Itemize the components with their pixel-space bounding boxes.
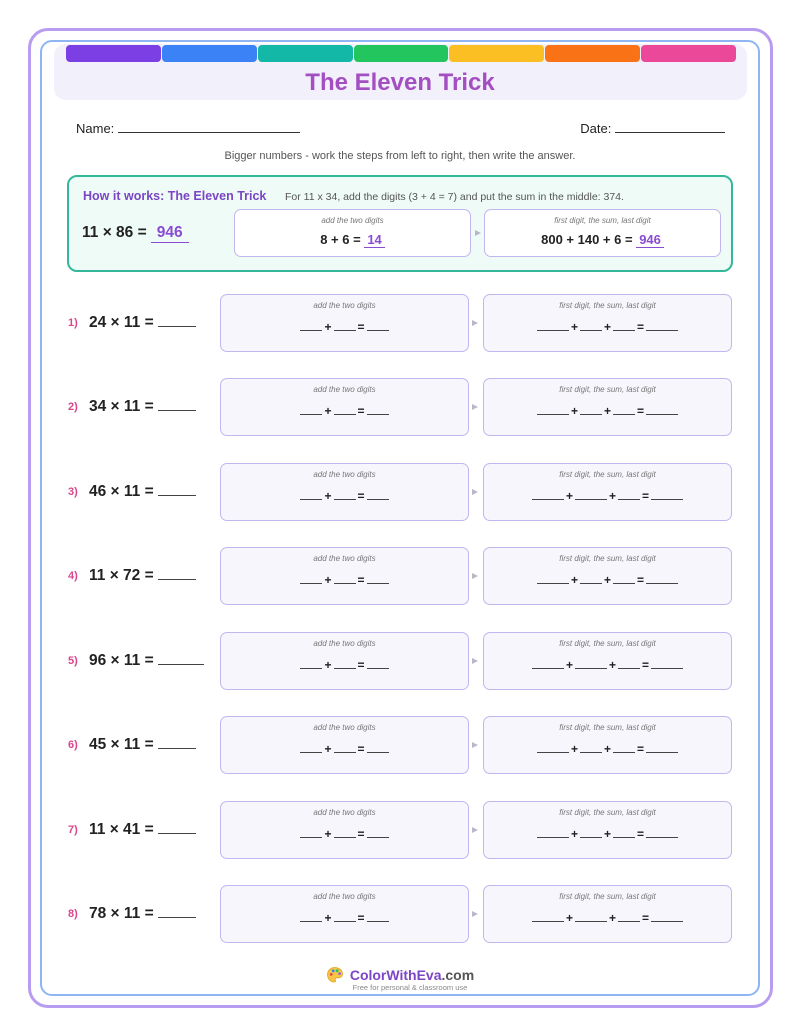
problem-number: 4): [68, 570, 78, 582]
step2-expression: + + =: [484, 489, 731, 503]
problem-row: [0, 294, 800, 354]
digit-blank[interactable]: [334, 911, 356, 922]
date-field[interactable]: [580, 121, 725, 136]
example-step-combine: [484, 209, 721, 257]
header-color-segment: [641, 45, 736, 62]
example-step2-hint: first digit, the sum, last digit: [554, 216, 651, 225]
problem-number: 1): [68, 317, 78, 329]
digit-blank[interactable]: [334, 827, 356, 838]
header-color-segment: [66, 45, 161, 62]
problem-equation: 46 × 11 =: [89, 483, 154, 500]
sum-blank[interactable]: [367, 404, 389, 415]
digit-blank[interactable]: [334, 320, 356, 331]
problem-text: [89, 904, 198, 923]
step2-hint: first digit, the sum, last digit: [559, 892, 656, 901]
step1-expression: + =: [221, 742, 468, 756]
digit-blank[interactable]: [300, 404, 322, 415]
problem-text: [89, 313, 198, 332]
place-value-blank[interactable]: [537, 827, 569, 838]
arrow-right-icon: [472, 827, 478, 833]
step-add-digits: [220, 547, 469, 605]
header-color-segment: [449, 45, 544, 62]
sum-blank[interactable]: [367, 320, 389, 331]
example-step2-expression: [485, 232, 720, 247]
total-blank[interactable]: [651, 658, 683, 669]
step-combine: [483, 632, 732, 690]
total-blank[interactable]: [651, 489, 683, 500]
sum-blank[interactable]: [367, 573, 389, 584]
header-color-segment: [258, 45, 353, 62]
step1-expression: + =: [221, 658, 468, 672]
problem-number: 5): [68, 655, 78, 667]
problem-row: [0, 801, 800, 861]
sum-blank[interactable]: [367, 489, 389, 500]
problem-equation: 11 × 72 =: [89, 567, 154, 584]
example-heading: How it works: The Eleven Trick: [83, 189, 267, 203]
place-value-blank[interactable]: [575, 911, 607, 922]
step1-hint: add the two digits: [313, 301, 376, 310]
header-color-segment: [162, 45, 257, 62]
step1-expression: + =: [221, 489, 468, 503]
step1-expression: + =: [221, 911, 468, 925]
step2-hint: first digit, the sum, last digit: [559, 385, 656, 394]
problem-equation: 45 × 11 =: [89, 736, 154, 753]
problem-row: [0, 632, 800, 692]
step-add-digits: [220, 885, 469, 943]
arrow-right-icon: [472, 320, 478, 326]
arrow-right-icon: [472, 404, 478, 410]
total-blank[interactable]: [646, 742, 678, 753]
answer-blank[interactable]: [158, 820, 196, 834]
step2-expression: + + =: [484, 911, 731, 925]
place-value-blank[interactable]: [575, 658, 607, 669]
palette-icon: [326, 966, 344, 984]
place-value-blank[interactable]: [532, 489, 564, 500]
arrow-right-icon: [472, 573, 478, 579]
step-combine: [483, 885, 732, 943]
answer-blank[interactable]: [158, 482, 196, 496]
footer-brand-main: ColorWithEva: [349, 967, 442, 983]
place-value-blank[interactable]: [532, 911, 564, 922]
place-value-blank[interactable]: [580, 320, 602, 331]
digit-blank[interactable]: [300, 320, 322, 331]
example-problem: [82, 224, 189, 243]
footer-logo: [326, 966, 474, 984]
example-step1-text: 8 + 6 =: [320, 232, 361, 247]
name-field[interactable]: [76, 121, 300, 136]
problem-row: [0, 716, 800, 776]
problem-number: 8): [68, 908, 78, 920]
place-value-blank[interactable]: [613, 404, 635, 415]
place-value-blank[interactable]: [580, 404, 602, 415]
example-step1-hint: add the two digits: [321, 216, 384, 225]
step1-hint: add the two digits: [313, 470, 376, 479]
name-blank[interactable]: [118, 121, 300, 133]
step1-expression: + =: [221, 320, 468, 334]
digit-blank[interactable]: [334, 489, 356, 500]
place-value-blank[interactable]: [580, 827, 602, 838]
digit-blank[interactable]: [300, 573, 322, 584]
worksheet-title: The Eleven Trick: [305, 69, 495, 96]
footer-tagline: Free for personal & classroom use: [352, 983, 468, 992]
instructions: Bigger numbers - work the steps from left to right, then write the answer.: [224, 150, 576, 162]
step-combine: [483, 294, 732, 352]
step1-hint: add the two digits: [313, 808, 376, 817]
step2-expression: + + =: [484, 658, 731, 672]
header-color-segment: [354, 45, 449, 62]
place-value-blank[interactable]: [613, 573, 635, 584]
example-step1-answer: 14: [364, 232, 384, 248]
place-value-blank[interactable]: [613, 320, 635, 331]
step1-expression: + =: [221, 404, 468, 418]
answer-blank[interactable]: [158, 904, 196, 918]
answer-blank[interactable]: [158, 735, 196, 749]
arrow-right-icon: [475, 230, 481, 236]
problem-text: [89, 651, 206, 670]
step1-expression: + =: [221, 827, 468, 841]
digit-blank[interactable]: [334, 573, 356, 584]
problem-row: [0, 547, 800, 607]
problem-equation: 24 × 11 =: [89, 314, 154, 331]
problem-equation: 96 × 11 =: [89, 652, 154, 669]
problem-text: [89, 566, 198, 585]
arrow-right-icon: [472, 658, 478, 664]
problem-text: [89, 397, 198, 416]
place-value-blank[interactable]: [618, 489, 640, 500]
digit-blank[interactable]: [300, 827, 322, 838]
total-blank[interactable]: [646, 827, 678, 838]
answer-blank[interactable]: [158, 397, 196, 411]
problem-text: [89, 820, 198, 839]
step-add-digits: [220, 632, 469, 690]
step1-hint: add the two digits: [313, 892, 376, 901]
place-value-blank[interactable]: [618, 658, 640, 669]
step-combine: [483, 378, 732, 436]
step2-expression: + + =: [484, 573, 731, 587]
problem-equation: 34 × 11 =: [89, 398, 154, 415]
sum-blank[interactable]: [367, 658, 389, 669]
step-add-digits: [220, 463, 469, 521]
sum-blank[interactable]: [367, 911, 389, 922]
place-value-blank[interactable]: [537, 320, 569, 331]
step-add-digits: [220, 801, 469, 859]
problem-number: 6): [68, 739, 78, 751]
step2-hint: first digit, the sum, last digit: [559, 639, 656, 648]
digit-blank[interactable]: [334, 404, 356, 415]
rainbow-header-strip: [66, 45, 736, 62]
sum-blank[interactable]: [367, 827, 389, 838]
total-blank[interactable]: [646, 573, 678, 584]
footer: [0, 966, 800, 992]
example-box: [67, 175, 733, 272]
step2-hint: first digit, the sum, last digit: [559, 301, 656, 310]
digit-blank[interactable]: [300, 658, 322, 669]
problem-row: [0, 885, 800, 945]
step-add-digits: [220, 716, 469, 774]
example-step1-expression: [235, 232, 470, 247]
place-value-blank[interactable]: [613, 742, 635, 753]
arrow-right-icon: [472, 911, 478, 917]
place-value-blank[interactable]: [537, 573, 569, 584]
step-combine: [483, 801, 732, 859]
place-value-blank[interactable]: [575, 489, 607, 500]
step2-expression: + + =: [484, 827, 731, 841]
step-combine: [483, 716, 732, 774]
example-step2-text: 800 + 140 + 6 =: [541, 232, 633, 247]
step2-hint: first digit, the sum, last digit: [559, 808, 656, 817]
total-blank[interactable]: [646, 404, 678, 415]
problem-number: 3): [68, 486, 78, 498]
step2-expression: + + =: [484, 320, 731, 334]
digit-blank[interactable]: [300, 911, 322, 922]
step-combine: [483, 547, 732, 605]
place-value-blank[interactable]: [613, 827, 635, 838]
example-step-add-digits: [234, 209, 471, 257]
problem-equation: 11 × 41 =: [89, 821, 154, 838]
digit-blank[interactable]: [334, 742, 356, 753]
step2-hint: first digit, the sum, last digit: [559, 554, 656, 563]
date-label: Date:: [580, 121, 612, 136]
place-value-blank[interactable]: [537, 742, 569, 753]
step-add-digits: [220, 294, 469, 352]
name-label: Name:: [76, 121, 115, 136]
digit-blank[interactable]: [300, 489, 322, 500]
step2-hint: first digit, the sum, last digit: [559, 723, 656, 732]
place-value-blank[interactable]: [537, 404, 569, 415]
example-answer: 946: [151, 224, 189, 243]
total-blank[interactable]: [646, 320, 678, 331]
answer-blank[interactable]: [158, 651, 204, 665]
problem-number: 7): [68, 824, 78, 836]
problem-text: [89, 735, 198, 754]
step1-expression: + =: [221, 573, 468, 587]
step1-hint: add the two digits: [313, 385, 376, 394]
place-value-blank[interactable]: [532, 658, 564, 669]
example-step2-answer: 946: [636, 232, 664, 248]
example-description: For 11 x 34, add the digits (3 + 4 = 7) and put the sum in the middle: 374.: [285, 191, 624, 203]
date-blank[interactable]: [615, 121, 725, 133]
place-value-blank[interactable]: [580, 742, 602, 753]
total-blank[interactable]: [651, 911, 683, 922]
sum-blank[interactable]: [367, 742, 389, 753]
step1-hint: add the two digits: [313, 639, 376, 648]
step-combine: [483, 463, 732, 521]
answer-blank[interactable]: [158, 313, 196, 327]
arrow-right-icon: [472, 742, 478, 748]
problem-row: [0, 463, 800, 523]
problem-text: [89, 482, 198, 501]
footer-brand-suffix: .com: [441, 967, 475, 983]
step1-hint: add the two digits: [313, 723, 376, 732]
footer-brand: [350, 967, 474, 983]
problem-row: [0, 378, 800, 438]
place-value-blank[interactable]: [580, 573, 602, 584]
problem-equation: 78 × 11 =: [89, 905, 154, 922]
step2-hint: first digit, the sum, last digit: [559, 470, 656, 479]
digit-blank[interactable]: [300, 742, 322, 753]
problem-number: 2): [68, 401, 78, 413]
digit-blank[interactable]: [334, 658, 356, 669]
arrow-right-icon: [472, 489, 478, 495]
step2-expression: + + =: [484, 742, 731, 756]
header-color-segment: [545, 45, 640, 62]
place-value-blank[interactable]: [618, 911, 640, 922]
step2-expression: + + =: [484, 404, 731, 418]
example-problem-text: 11 × 86 =: [82, 224, 147, 241]
step-add-digits: [220, 378, 469, 436]
step1-hint: add the two digits: [313, 554, 376, 563]
answer-blank[interactable]: [158, 566, 196, 580]
